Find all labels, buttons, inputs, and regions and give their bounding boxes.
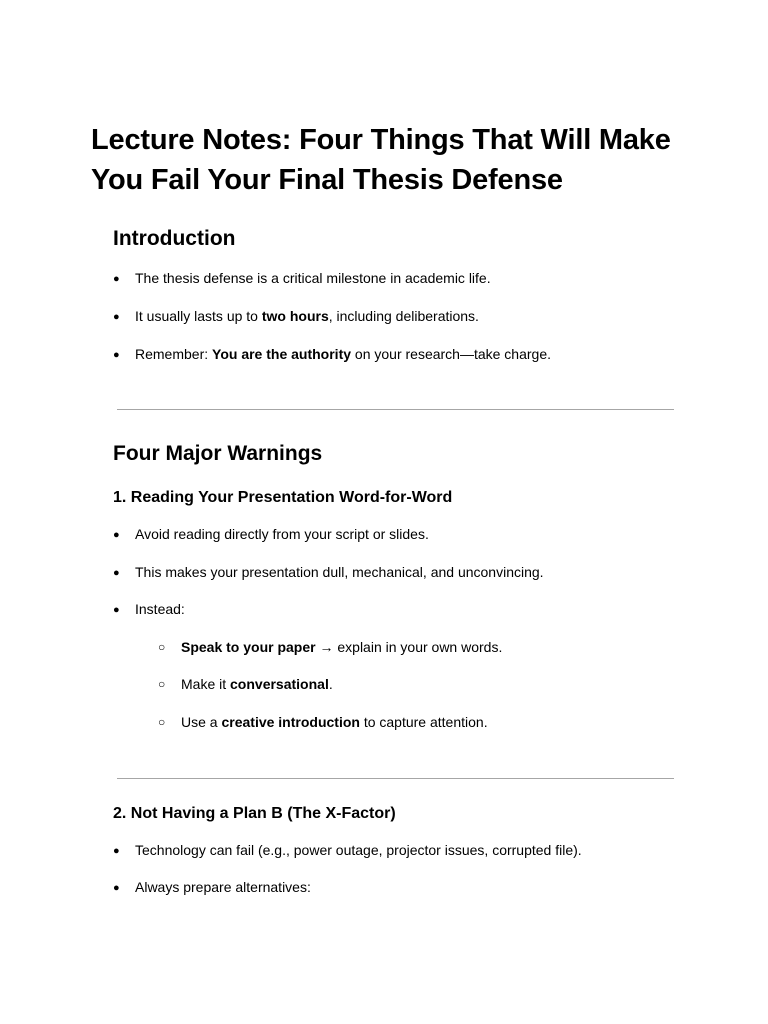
list-item: ● It usually lasts up to two hours, including deliberations. — [113, 306, 479, 327]
list-item: ● Avoid reading directly from your script or slides. — [113, 524, 429, 545]
horizontal-divider — [117, 409, 674, 410]
bullet-icon: ● — [113, 273, 120, 285]
bullet-icon: ● — [113, 529, 120, 541]
section-2-heading: 2. Not Having a Plan B (The X-Factor) — [113, 805, 396, 822]
bullet-icon: ● — [113, 311, 120, 323]
section-1-heading: 1. Reading Your Presentation Word-for-Word — [113, 489, 453, 506]
introduction-heading: Introduction — [113, 227, 236, 250]
bullet-icon: ● — [113, 882, 120, 894]
sub-list-item: ○ Use a creative introduction to capture attention. — [158, 714, 488, 730]
warnings-heading: Four Major Warnings — [113, 442, 323, 465]
list-item: ● Technology can fail (e.g., power outage, projector issues, corrupted file). — [113, 840, 582, 861]
list-item: ● Remember: You are the authority on your research—take charge. — [113, 344, 551, 365]
document-title: Lecture Notes: Four Things That Will Make You Fail Your Final Thesis Defense — [91, 124, 671, 196]
horizontal-divider — [117, 778, 674, 779]
list-item: ● Always prepare alternatives: — [113, 877, 311, 898]
bullet-icon: ● — [113, 349, 120, 361]
sub-list-item: ○ Make it conversational. — [158, 676, 333, 692]
list-item: ● The thesis defense is a critical milestone in academic life. — [113, 268, 491, 289]
circle-bullet-icon: ○ — [158, 677, 166, 691]
sub-list-item: ○ Speak to your paper → explain in your own words. — [158, 639, 503, 655]
bullet-icon: ● — [113, 567, 120, 579]
circle-bullet-icon: ○ — [158, 715, 166, 729]
bullet-icon: ● — [113, 845, 120, 857]
bullet-icon: ● — [113, 604, 120, 616]
list-item: ● This makes your presentation dull, mechanical, and unconvincing. — [113, 562, 544, 583]
circle-bullet-icon: ○ — [158, 640, 166, 654]
list-item: ● Instead: — [113, 599, 185, 620]
